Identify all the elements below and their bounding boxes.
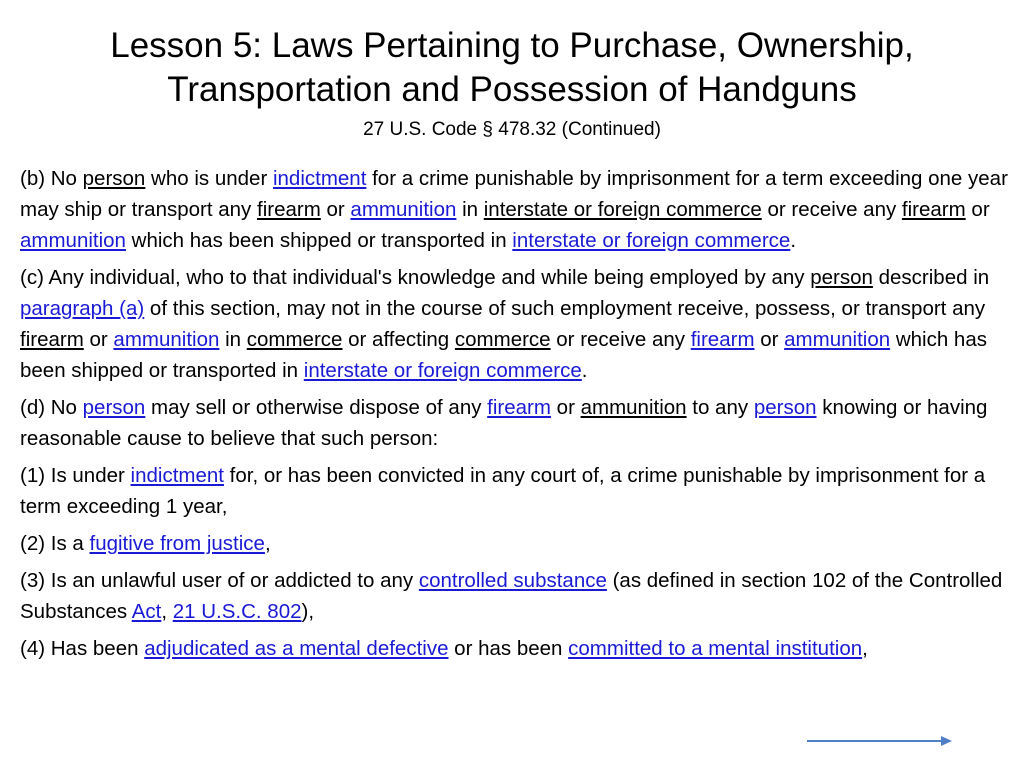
text: (as defined in section 102 of the Controlled Substances [20,569,1003,623]
text: of this section, may not in the course of such employment receive, possess, or transport any [144,297,986,320]
text: ), [301,600,315,623]
text: or receive any [550,328,691,351]
slide-body [20,163,1010,670]
link-paragraph-a[interactable]: paragraph (a) [20,297,145,320]
link-firearm[interactable]: firearm [690,328,755,351]
text: or [550,396,581,419]
link-interstate-commerce[interactable]: interstate or foreign commerce [303,359,582,382]
text: . [581,359,588,382]
text: described in [872,266,990,289]
text: which has been shipped or transported in [20,328,987,382]
text: knowing or having reasonable cause to believe that such person: [20,396,988,450]
link-ammunition[interactable]: ammunition [350,198,457,221]
text: . [790,229,797,252]
text: (2) Is a [20,532,90,555]
text: for a crime punishable by imprisonment for a term exceeding one year may ship or transport any [20,167,1008,221]
text: (b) No [20,167,83,190]
term-person: person [810,266,873,289]
text: or [754,328,785,351]
term-commerce: commerce [454,328,551,351]
link-ammunition[interactable]: ammunition [784,328,891,351]
paragraph-1 [20,460,1010,522]
title-line-2: Transportation and Possession of Handguns [167,70,857,109]
text: , [161,600,173,623]
term-firearm: firearm [901,198,966,221]
text: or receive any [761,198,902,221]
text: (3) Is an unlawful user of or addicted to any [20,569,419,592]
link-indictment[interactable]: indictment [130,464,224,487]
paragraph-d [20,392,1010,454]
paragraph-b [20,163,1010,256]
link-firearm[interactable]: firearm [487,396,551,419]
text: to any [686,396,754,419]
link-fugitive-from-justice[interactable]: fugitive from justice [89,532,265,555]
text: in [219,328,247,351]
arrow-right-icon[interactable] [805,734,955,748]
slide-title [20,24,1004,112]
text: (c) Any individual, who to that individual's knowledge and while being employed by any [20,266,811,289]
text: in [456,198,484,221]
link-adjudicated-mental-defective[interactable]: adjudicated as a mental defective [144,637,449,660]
text: (4) Has been [20,637,145,660]
link-interstate-commerce[interactable]: interstate or foreign commerce [512,229,791,252]
paragraph-4 [20,633,1010,664]
link-act[interactable]: Act [131,600,162,623]
text: , [862,637,868,660]
link-person[interactable]: person [82,396,146,419]
link-controlled-substance[interactable]: controlled substance [418,569,607,592]
title-line-1: Lesson 5: Laws Pertaining to Purchase, Ownership, [110,26,914,65]
text: which has been shipped or transported in [125,229,513,252]
link-21-usc-802[interactable]: 21 U.S.C. 802 [172,600,302,623]
term-person: person [82,167,146,190]
text: who is under [145,167,273,190]
text: or [320,198,351,221]
text: or [965,198,990,221]
link-indictment[interactable]: indictment [272,167,367,190]
text: (d) No [20,396,83,419]
link-ammunition[interactable]: ammunition [113,328,220,351]
link-committed-mental-institution[interactable]: committed to a mental institution [568,637,863,660]
text: for, or has been convicted in any court of, a crime punishable by imprisonment for a term exceeding 1 year, [20,464,986,518]
link-ammunition[interactable]: ammunition [20,229,126,252]
text: or affecting [342,328,455,351]
text: may sell or otherwise dispose of any [145,396,488,419]
term-ammunition: ammunition [580,396,687,419]
text: (1) Is under [20,464,131,487]
text: , [264,532,271,555]
term-firearm: firearm [20,328,84,351]
term-interstate-commerce: interstate or foreign commerce [483,198,762,221]
link-person[interactable]: person [753,396,817,419]
paragraph-2 [20,528,1010,559]
paragraph-c [20,262,1010,386]
term-commerce: commerce [246,328,343,351]
term-firearm: firearm [257,198,321,221]
slide-subtitle: 27 U.S. Code § 478.32 (Continued) [363,119,661,140]
text: or has been [448,637,569,660]
text: or [83,328,114,351]
paragraph-3 [20,565,1010,627]
